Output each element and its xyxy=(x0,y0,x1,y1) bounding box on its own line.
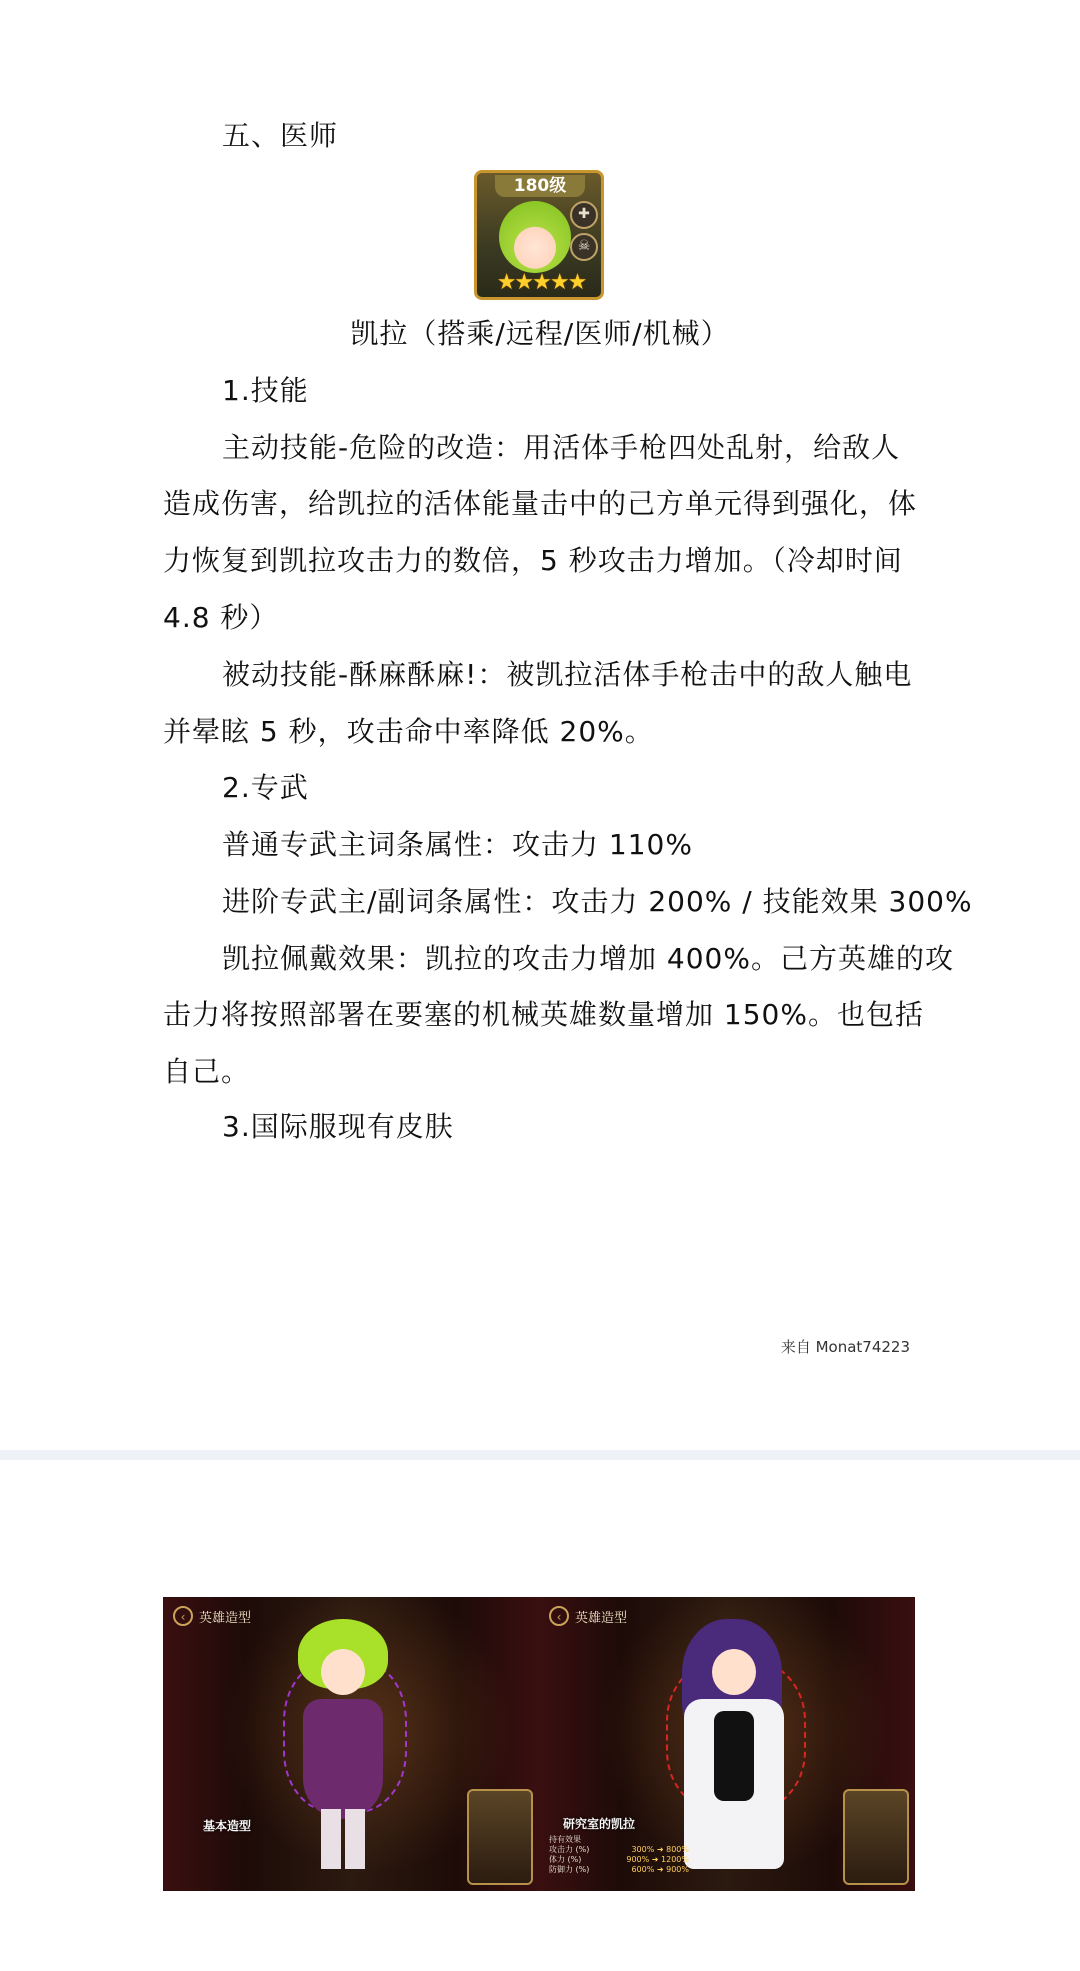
hero-portrait-icon xyxy=(499,201,571,273)
level-badge: 180级 xyxy=(495,175,585,197)
face-shape xyxy=(712,1649,756,1695)
skin-thumbnail[interactable] xyxy=(467,1789,533,1885)
active-skill-line: 4.8 秒） xyxy=(163,601,279,634)
page-separator xyxy=(0,1450,1080,1460)
stat-row xyxy=(549,1865,689,1875)
skins-image xyxy=(163,1597,915,1891)
skin-panel-basic xyxy=(163,1597,539,1891)
skin-label: 研究室的凯拉 xyxy=(563,1817,636,1831)
holding-effect-stats xyxy=(549,1835,689,1875)
active-skill-line: 造成伤害，给凯拉的活体能量击中的己方单元得到强化，体 xyxy=(163,487,918,520)
active-skill-line: 主动技能-危险的改造：用活体手枪四处乱射，给敌人 xyxy=(222,431,901,464)
exclusive-heading: 2.专武 xyxy=(222,771,309,804)
star-rating-icon: ★★★★★ xyxy=(496,270,586,295)
exclusive-wear-line: 凯拉佩戴效果：凯拉的攻击力增加 400%。己方英雄的攻 xyxy=(222,942,954,975)
hero-avatar xyxy=(474,170,604,300)
panel-header xyxy=(545,1603,635,1629)
active-skill-line: 力恢复到凯拉攻击力的数倍，5 秒攻击力增加。（冷却时间 xyxy=(163,544,903,577)
skin-panel-lab xyxy=(539,1597,915,1891)
stat-value: 300% ➜ 800% xyxy=(631,1845,689,1854)
stat-value: 900% ➜ 1200% xyxy=(626,1855,689,1864)
panel-header-title: 英雄造型 xyxy=(199,1610,252,1626)
stat-row xyxy=(549,1855,689,1865)
dress-shape xyxy=(303,1699,383,1819)
exclusive-wear-line: 自己。 xyxy=(163,1055,251,1088)
panel-header-title: 英雄造型 xyxy=(575,1610,628,1626)
exclusive-normal: 普通专武主词条属性：攻击力 110% xyxy=(222,828,693,861)
face-shape xyxy=(321,1649,365,1695)
legs-shape xyxy=(321,1809,365,1869)
stat-name: 攻击力 (%) xyxy=(549,1845,590,1854)
skin-thumbnail[interactable] xyxy=(843,1789,909,1885)
exclusive-wear-line: 击力将按照部署在要塞的机械英雄数量增加 150%。也包括 xyxy=(163,998,924,1031)
skins-heading: 3.国际服现有皮肤 xyxy=(222,1110,454,1143)
skills-heading: 1.技能 xyxy=(222,374,309,407)
dress-shape xyxy=(714,1711,754,1801)
panel-header xyxy=(169,1603,259,1629)
exclusive-advanced: 进阶专武主/副词条属性：攻击力 200% / 技能效果 300% xyxy=(222,885,973,918)
passive-skill-line: 并晕眩 5 秒，攻击命中率降低 20%。 xyxy=(163,715,654,748)
back-arrow-icon[interactable]: ‹ xyxy=(549,1606,569,1626)
stat-value: 600% ➜ 900% xyxy=(631,1865,689,1874)
stat-name: 防御力 (%) xyxy=(549,1865,590,1874)
skin-label: 基本造型 xyxy=(203,1819,252,1833)
hero-caption: 凯拉（搭乘/远程/医师/机械） xyxy=(350,317,730,350)
section-title: 五、医师 xyxy=(222,119,339,152)
hero-figure-basic xyxy=(283,1619,403,1869)
passive-skill-line: 被动技能-酥麻酥麻!：被凯拉活体手枪击中的敌人触电 xyxy=(222,658,913,691)
class-skull-icon: ☠ xyxy=(570,233,598,261)
stat-row xyxy=(549,1845,689,1855)
hero-figure-lab xyxy=(674,1619,794,1869)
stats-title: 持有效果 xyxy=(549,1835,581,1844)
back-arrow-icon[interactable]: ‹ xyxy=(173,1606,193,1626)
source-credit: 来自 Monat74223 xyxy=(780,1338,910,1356)
medic-cross-icon: ✚ xyxy=(570,201,598,229)
stat-name: 体力 (%) xyxy=(549,1855,582,1864)
